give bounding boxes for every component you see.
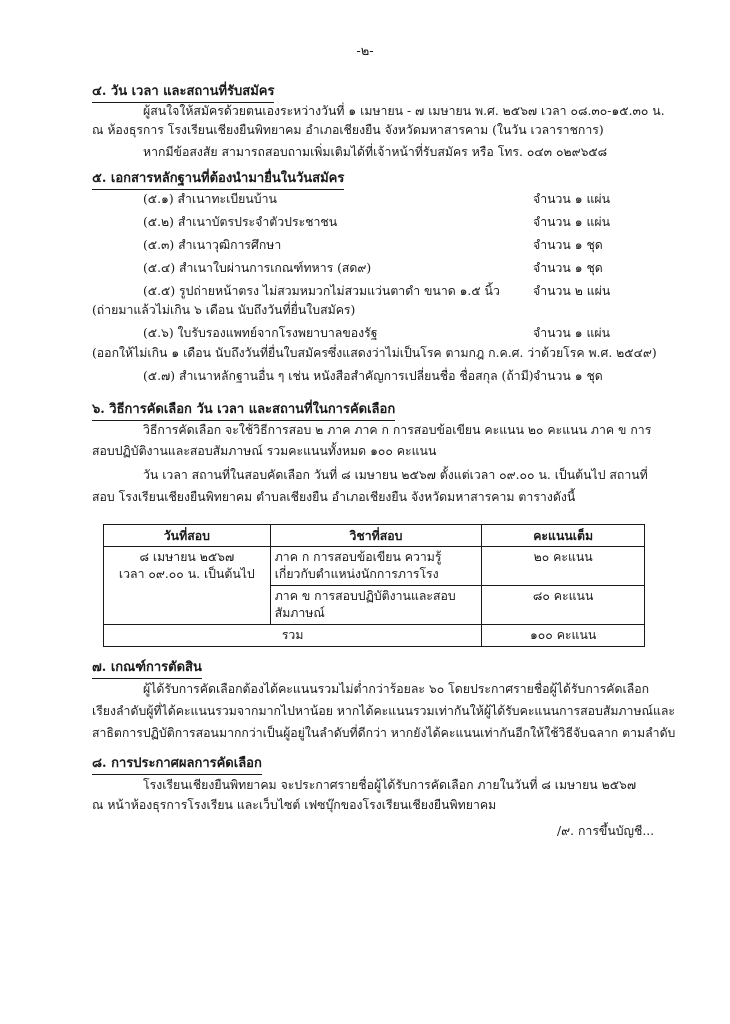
- document-quantity: จำนวน ๑ ชุด: [533, 369, 603, 383]
- document-quantity: จำนวน ๑ แผ่น: [533, 215, 610, 229]
- document-quantity: จำนวน ๑ ชุด: [533, 261, 603, 275]
- exam-date-cell: [104, 547, 271, 625]
- exam-subject-cell: [270, 586, 482, 625]
- exam-subject: ภาค ก การสอบข้อเขียน ความรู้: [274, 550, 442, 564]
- exam-subject: ภาค ข การสอบปฏิบัติงานและสอบ: [274, 589, 456, 603]
- section-4-line: หากมีข้อสงสัย สามารถสอบถามเพิ่มเติมได้ที่เจ้าหน้าที่รับสมัคร หรือ โทร. ๐๔๓ ๐๒๙๖๕๘: [143, 145, 608, 159]
- table-row: [104, 547, 645, 586]
- section-8-heading: ๘. การประกาศผลการคัดเลือก: [92, 752, 262, 775]
- document-note: (ออกให้ไม่เกิน ๑ เดือน นับถึงวันที่ยื่นใบสมัครซึ่งแสดงว่าไม่เป็นโรค ตามกฎ ก.ค.ศ. ว่าด้วยโรค พ.ศ. ๒๕๔๙): [92, 346, 657, 360]
- document-note: (ถ่ายมาแล้วไม่เกิน ๖ เดือน นับถึงวันที่ยื่นใบสมัคร): [92, 303, 356, 317]
- exam-date: ๘ เมษายน ๒๕๖๗: [139, 550, 235, 564]
- document-quantity: จำนวน ๒ แผ่น: [533, 284, 611, 298]
- section-6-line: วัน เวลา สถานที่ในสอบคัดเลือก วันที่ ๘ เมษายน ๒๕๖๗ ตั้งแต่เวลา ๐๙.๐๐ น. เป็นต้นไป สถานที่: [143, 468, 648, 482]
- exam-score: ๘๐ คะแนน: [482, 586, 645, 625]
- section-6-line: วิธีการคัดเลือก จะใช้วิธีการสอบ ๒ ภาค ภาค ก การสอบข้อเขียน คะแนน ๒๐ คะแนน ภาค ข การ: [143, 423, 652, 437]
- section-4-line: ณ ห้องธุรการ โรงเรียนเชียงยืนพิทยาคม อำเภอเชียงยืน จังหวัดมหาสารคาม (ในวัน เวลาราชการ): [92, 123, 604, 137]
- section-6-line: สอบปฏิบัติงานและสอบสัมภาษณ์ รวมคะแนนทั้งหมด ๑๐๐ คะแนน: [92, 444, 437, 458]
- column-header: วันที่สอบ: [104, 525, 271, 547]
- document-item: (๕.๒) สำเนาบัตรประจำตัวประชาชน: [143, 215, 338, 229]
- section-8-line: โรงเรียนเชียงยืนพิทยาคม จะประกาศรายชื่อผู้ได้รับการคัดเลือก ภายในวันที่ ๘ เมษายน ๒๕๖๗: [143, 778, 637, 792]
- section-7-line: ผู้ได้รับการคัดเลือกต้องได้คะแนนรวมไม่ต่ำกว่าร้อยละ ๖๐ โดยประกาศรายชื่อผู้ได้รับการคัดเลือก: [143, 682, 650, 696]
- exam-score: ๒๐ คะแนน: [482, 547, 645, 586]
- section-4-line: ผู้สนใจให้สมัครด้วยตนเองระหว่างวันที่ ๑ เมษายน - ๗ เมษายน พ.ศ. ๒๕๖๗ เวลา ๐๘.๓๐-๑๕.๓๐ น.: [143, 104, 665, 118]
- document-item: (๕.๔) สำเนาใบผ่านการเกณฑ์ทหาร (สด๙): [143, 261, 372, 275]
- table-total-row: [104, 625, 645, 647]
- document-item: (๕.๕) รูปถ่ายหน้าตรง ไม่สวมหมวกไม่สวมแว่นตาดำ ขนาด ๑.๕ นิ้ว: [143, 284, 500, 298]
- exam-subject-cell: [270, 547, 482, 586]
- next-page-marker: /๙. การขึ้นบัญชี...: [557, 824, 655, 838]
- column-header: วิชาที่สอบ: [270, 525, 482, 547]
- total-score: ๑๐๐ คะแนน: [482, 625, 645, 647]
- document-quantity: จำนวน ๑ แผ่น: [533, 326, 610, 340]
- section-6-heading: ๖. วิธีการคัดเลือก วัน เวลา และสถานที่ในการคัดเลือก: [92, 398, 395, 421]
- section-7-heading: ๗. เกณฑ์การตัดสิน: [92, 656, 202, 679]
- document-item: (๕.๖) ใบรับรองแพทย์จากโรงพยาบาลของรัฐ: [143, 326, 378, 340]
- page-number: -๒-: [356, 44, 374, 59]
- section-8-line: ณ หน้าห้องธุรการโรงเรียน และเว็บไซต์ เฟซบุ๊กของโรงเรียนเชียงยืนพิทยาคม: [92, 798, 497, 812]
- document-item: (๕.๓) สำเนาวุฒิการศึกษา: [143, 238, 282, 252]
- document-quantity: จำนวน ๑ แผ่น: [533, 192, 610, 206]
- exam-subject: สัมภาษณ์: [274, 606, 325, 620]
- section-6-line: สอบ โรงเรียนเชียงยืนพิทยาคม ตำบลเชียงยืน อำเภอเชียงยืน จังหวัดมหาสารคาม ตารางดังนี้: [92, 490, 576, 504]
- exam-time: เวลา ๐๙.๐๐ น. เป็นต้นไป: [118, 567, 255, 581]
- section-7-line: สาธิตการปฏิบัติการสอนมากกว่าเป็นผู้อยู่ในลำดับที่ดีกว่า หากยังได้คะแนนเท่ากันอีกให้ใช้วิธีจับฉลาก ตามลำดับ: [92, 726, 676, 740]
- section-7-line: เรียงลำดับผู้ที่ได้คะแนนรวมจากมากไปหาน้อย หากได้คะแนนรวมเท่ากันให้ผู้ได้รับคะแนนการสอบสัมภาษณ์และ: [92, 704, 676, 718]
- document-item: (๕.๑) สำเนาทะเบียนบ้าน: [143, 192, 277, 206]
- total-label: รวม: [104, 625, 482, 647]
- exam-schedule-table: [103, 524, 645, 647]
- document-quantity: จำนวน ๑ ชุด: [533, 238, 603, 252]
- document-item: (๕.๗) สำเนาหลักฐานอื่น ๆ เช่น หนังสือสำคัญการเปลี่ยนชื่อ ชื่อสกุล (ถ้ามี): [143, 369, 534, 383]
- section-5-heading: ๕. เอกสารหลักฐานที่ต้องนำมายื่นในวันสมัคร: [92, 167, 344, 190]
- exam-subject: เกี่ยวกับตำแหน่งนักการภารโรง: [274, 567, 439, 581]
- column-header: คะแนนเต็ม: [482, 525, 645, 547]
- table-header-row: [104, 525, 645, 547]
- section-4-heading: ๔. วัน เวลา และสถานที่รับสมัคร: [92, 80, 274, 103]
